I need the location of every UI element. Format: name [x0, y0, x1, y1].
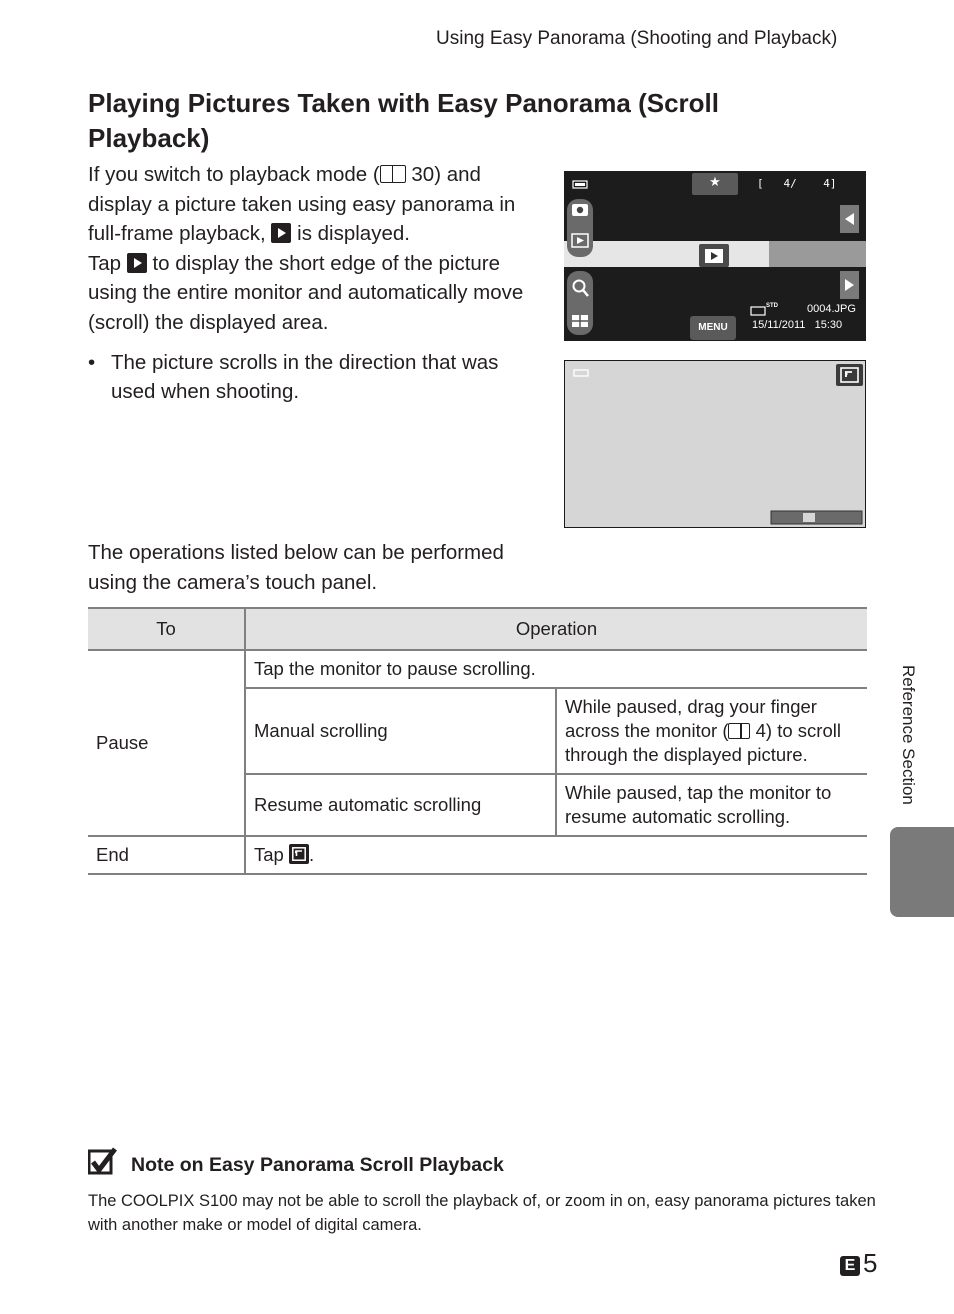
table-header-row: [88, 608, 867, 650]
intro-ref: 30: [411, 163, 435, 186]
date-time: 15/11/2011 15:30: [752, 319, 843, 331]
pause-label: Pause: [88, 650, 245, 836]
favorite-star-icon: ★: [709, 174, 721, 189]
std-label: STD: [766, 303, 778, 309]
page-number: [840, 1248, 877, 1279]
note-title: Note on Easy Panorama Scroll Playback: [131, 1154, 504, 1176]
intro-paragraph-1: [88, 160, 538, 249]
scroll-screen-graphic: [565, 361, 865, 527]
image-counter: [ 4/ 4]: [757, 177, 837, 190]
book-icon: [380, 165, 406, 183]
table-row: [88, 650, 867, 688]
side-tab-text: Reference Section: [899, 665, 918, 805]
scroll-play-icon: [271, 223, 291, 243]
scroll-play-icon: [127, 253, 147, 273]
back-icon: [289, 844, 309, 864]
manual-ref: 4: [755, 720, 766, 741]
manual-desc-a: While paused, drag your finger across the monitor (: [565, 696, 817, 741]
page-number-value: 5: [863, 1248, 878, 1278]
resume-scrolling-label: Resume automatic scrolling: [245, 774, 556, 836]
battery-icon: [574, 370, 588, 376]
end-tap-a: Tap: [254, 844, 289, 865]
menu-label: MENU: [698, 322, 728, 333]
checkmark-icon: [88, 1147, 118, 1177]
header-operation: Operation: [245, 608, 867, 650]
intro-p1-b: ) and display a picture taken using easy panorama in full-frame playback,: [88, 163, 516, 245]
operations-table: [88, 607, 867, 875]
pause-operation: Tap the monitor to pause scrolling.: [245, 650, 867, 688]
manual-scrolling-label: Manual scrolling: [245, 688, 556, 774]
intro-p2-b: to display the short edge of the picture using the entire monitor and automatically move (scroll) the displayed area.: [88, 251, 524, 334]
intro-p2-a: Tap: [88, 251, 127, 275]
camera-screen-scroll: [564, 360, 866, 528]
camera-screen-graphic: [564, 171, 866, 341]
bullet-text: The picture scrolls in the direction that was used when shooting.: [111, 351, 499, 403]
end-tap-b: .: [308, 844, 315, 865]
section-title: Playing Pictures Taken with Easy Panorama (Scroll Playback): [88, 88, 719, 153]
book-icon: [728, 723, 750, 739]
file-name: 0004.JPG: [807, 303, 856, 315]
panorama-std-icon: [751, 307, 765, 315]
manual-scrolling-desc: [556, 688, 867, 774]
manual-desc-b: ) to scroll through the displayed picture.: [565, 720, 841, 765]
side-thumb-tab: [890, 827, 954, 917]
running-header: Using Easy Panorama (Shooting and Playback): [436, 28, 838, 49]
header-to: To: [88, 608, 245, 650]
intro-text: [88, 160, 538, 337]
end-operation: [245, 836, 867, 874]
intro-p1-a: If you switch to playback mode (: [88, 163, 380, 186]
scroll-position-bar: [771, 511, 862, 524]
bullet-dot: •: [88, 351, 96, 374]
bullet-item: [88, 348, 538, 406]
scroll-position-indicator: [803, 513, 815, 522]
side-section-label: [896, 665, 918, 815]
camera-screen-playback: [564, 171, 866, 341]
end-label: End: [88, 836, 245, 874]
operations-intro: The operations listed below can be performed using the camera’s touch panel.: [88, 541, 504, 594]
table-row: [88, 836, 867, 874]
reference-e-icon: E: [840, 1256, 860, 1276]
note-body: The COOLPIX S100 may not be able to scroll the playback of, or zoom in on, easy panorama pictures taken with another make or model of digital camera.: [88, 1192, 876, 1234]
intro-p1-c: is displayed.: [291, 222, 410, 245]
resume-scrolling-desc: While paused, tap the monitor to resume automatic scrolling.: [556, 774, 867, 836]
intro-paragraph-2: [88, 249, 538, 338]
panorama-strip-visible: [564, 241, 769, 267]
